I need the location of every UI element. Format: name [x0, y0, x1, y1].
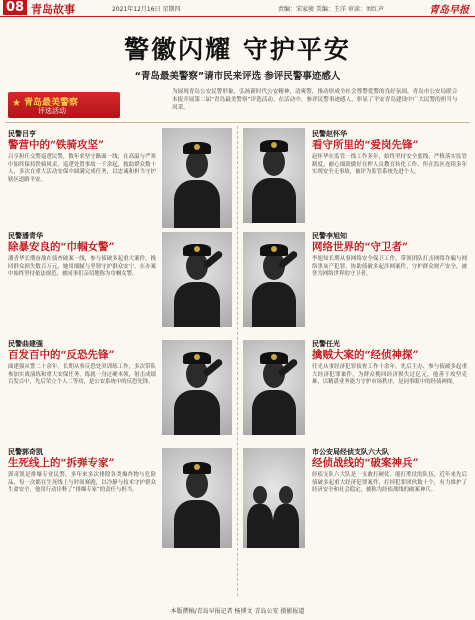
officer-photo — [162, 232, 232, 327]
officer-name: 民警吕亨 — [8, 130, 36, 138]
officer-headline: 看守所里的“爱岗先锋” — [312, 139, 419, 151]
page-subtitle: “青岛最美警察”请市民来评选 参评民警事迹感人 — [134, 71, 341, 82]
issue-date: 2021年12月16日 星期四 — [112, 6, 181, 13]
officer-text: 郭奇凯是排爆专业民警，多年来多次排除各类爆炸物与危险品，每一次都在生死线上与时间赛跑，以冷静与技术守护群众生命安全，他用行动诠释了“排爆专家”的责任与担当。 — [8, 472, 156, 494]
officer-headline: 擒贼大案的“经侦神探” — [312, 349, 419, 361]
column-divider — [237, 126, 238, 596]
officer-card — [8, 340, 156, 387]
editor-credits: 责编：宋家骏 美编：王洋 审读：刘红声 — [278, 6, 384, 13]
officer-headline: 警营中的“铁骑攻坚” — [8, 139, 105, 151]
officer-name: 民警任光 — [312, 340, 340, 348]
badge-line-2: 评选活动 — [38, 107, 66, 115]
officer-photo — [243, 128, 305, 223]
officer-photo — [162, 448, 232, 548]
section-name: 青岛故事 — [31, 3, 75, 16]
officer-photo — [162, 128, 232, 228]
officer-text: 曲建强从警二十余年，长期从事反恐处突训练工作，多次带队参加实战演练和重大安保任务，练就一身过硬本领，射击成绩百发百中，先后荣立个人二等功，是公安系统中的反恐先锋。 — [8, 364, 156, 386]
star-icon: ★ — [12, 98, 21, 109]
officer-name: 民警赵怀华 — [312, 130, 347, 138]
officer-name: 民警潘青华 — [8, 232, 43, 240]
team-headline: 经侦战线的“破案神兵” — [312, 457, 419, 469]
officer-card — [8, 130, 156, 184]
badge-line-1: 青岛最美警察 — [24, 98, 79, 108]
team-card — [312, 448, 467, 495]
officer-text: 任光从事经济犯罪侦查工作十余年，先后主办、参与侦破多起重大经济犯罪案件，为群众挽回经济损失过亿元，他善于攻坚克难，以精湛业务能力守护市场秩序，是同事眼中的经侦神探。 — [312, 364, 467, 386]
officer-photo — [162, 340, 232, 435]
officer-photo — [243, 340, 305, 435]
page-number: 08 — [3, 0, 27, 15]
byline: 本版撰稿/青岛早报记者 杨博文 青岛公安 摄影报道 — [170, 608, 305, 615]
team-name: 市公安局经侦支队六大队 — [312, 448, 389, 456]
page-header — [0, 0, 475, 17]
officer-name: 民警李旭知 — [312, 232, 347, 240]
officer-text: 赵怀华在监管一线工作多年，始终坚持安全底线，严格落实监管制度，耐心细致做好在押人员教育转化工作，所在监区连续多年实现安全无事故，被评为监管系统先进个人。 — [312, 154, 467, 176]
officer-photo — [243, 232, 305, 327]
officer-headline: 百发百中的“反恐先锋” — [8, 349, 115, 361]
officer-name: 民警曲建强 — [8, 340, 43, 348]
officer-text: 吕亨担任交警巡逻民警，数年来坚守路面一线，在高温与严寒中始终保持铁骑风采，巡逻处置事故一千余起，救助群众数十人，多次在重大活动安保中圆满完成任务，以忠诚和担当守护辖区道路平安。 — [8, 154, 156, 183]
team-photo — [243, 448, 305, 548]
officer-headline: 生死线上的“拆弹专家” — [8, 457, 115, 469]
officer-card — [312, 232, 467, 279]
newspaper-logo: 青岛早报 — [429, 5, 469, 16]
officer-headline: 网络世界的“守卫者” — [312, 241, 409, 253]
officer-card — [312, 340, 467, 387]
officer-text: 潘青华长期奋战在侦查破案一线，参与侦破多起重大案件，挽回群众损失数百万元，她用细腻与坚韧守护群众安宁，在办案中始终坚持依法规范，被同事们亲切地称为巾帼女警。 — [8, 256, 156, 278]
officer-card — [8, 232, 156, 279]
team-text: 经侦支队六大队是一支敢打硬仗、能打胜仗的队伍，近年来先后侦破多起重大经济犯罪案件，打掉犯罪团伙数十个，有力维护了经济安全和社会稳定，被称为经侦战线的破案神兵。 — [312, 472, 467, 494]
page-title: 警徽闪耀 守护平安 — [124, 35, 351, 64]
officer-headline: 除暴安良的“巾帼女警” — [8, 241, 115, 253]
officer-card — [312, 130, 467, 177]
intro-paragraph: 为展现青岛公安民警形象，弘扬新时代公安精神，清爽警，推动形成全社会尊警爱警的良好氛围，青岛市公安局联合本报开展第二届“青岛最美警察”评选活动。在活动中，参评民警事迹感人，彰显了平安青岛建设中广大民警的担当与风采。 — [172, 89, 458, 111]
campaign-badge — [8, 92, 120, 118]
officer-card — [8, 448, 156, 495]
divider — [5, 122, 470, 123]
officer-text: 李旭知长期从事网络安全保卫工作，带领团队打击网络诈骗与网络黑灰产犯罪，协助侦破多起涉网案件，守护群众财产安全，被誉为网络世界的守卫者。 — [312, 256, 467, 278]
officer-name: 民警郭奇凯 — [8, 448, 43, 456]
